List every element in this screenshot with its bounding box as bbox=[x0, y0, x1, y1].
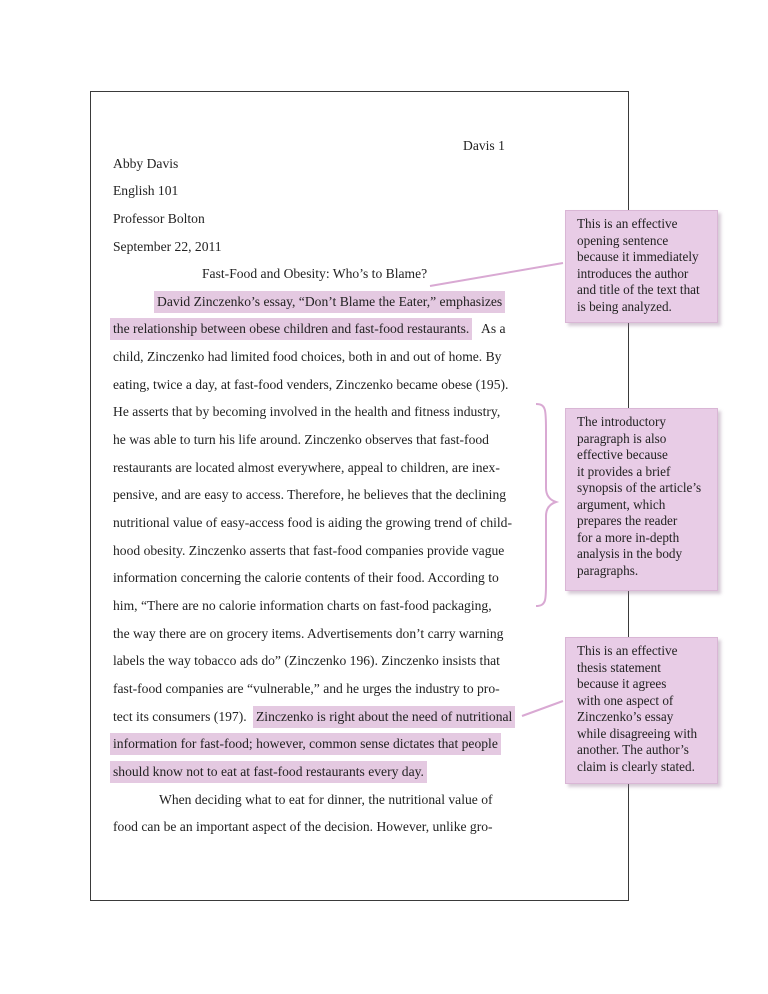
note-line: Zinczenko’s essay bbox=[577, 709, 674, 724]
note-line: it provides a brief bbox=[577, 463, 671, 479]
note-line: paragraph is also bbox=[577, 430, 667, 446]
body-line: nutritional value of easy-access food is aiding the growing trend of child- bbox=[113, 515, 513, 530]
bracket bbox=[536, 404, 556, 606]
note-line: another. The author’s bbox=[577, 742, 689, 757]
body-line: the relationship between obese children and fast-food restaurants. bbox=[113, 321, 470, 336]
body-line: the way there are on grocery items. Advertisements don’t carry warning bbox=[113, 626, 504, 641]
margin-note bbox=[565, 637, 718, 784]
body-line: pensive, and are easy to access. Therefore, he believes that the declining bbox=[113, 487, 507, 502]
margin-note bbox=[565, 210, 718, 323]
note-line: effective because bbox=[577, 447, 668, 462]
note-line: claim is clearly stated. bbox=[577, 758, 695, 774]
body-line: David Zinczenko’s essay, “Don’t Blame the Eater,” emphasizes bbox=[157, 294, 503, 309]
body-line: tect its consumers (197). bbox=[113, 709, 247, 724]
note-line: for a more in-depth bbox=[577, 529, 680, 545]
body-line: labels the way tobacco ads do” (Zinczenko 196). Zinczenko insists that bbox=[113, 653, 500, 668]
running-head: Davis 1 bbox=[463, 138, 505, 153]
note-line: argument, which bbox=[577, 496, 666, 512]
note-line: with one aspect of bbox=[577, 692, 674, 708]
margin-note bbox=[565, 408, 718, 591]
body-line: he was able to turn his life around. Zinczenko observes that fast-food bbox=[113, 432, 489, 447]
body-line: He asserts that by becoming involved in the health and fitness industry, bbox=[113, 404, 501, 419]
note-line: analysis in the body bbox=[577, 546, 683, 561]
note-line: because it agrees bbox=[577, 676, 667, 691]
note-line: This is an effective bbox=[577, 216, 678, 231]
note-line: because it immediately bbox=[577, 249, 699, 264]
course-name: English 101 bbox=[113, 183, 179, 198]
note-line: while disagreeing with bbox=[577, 725, 698, 741]
note-line: opening sentence bbox=[577, 232, 669, 248]
body-line: fast-food companies are “vulnerable,” and he urges the industry to pro- bbox=[113, 681, 500, 696]
essay-title: Fast-Food and Obesity: Who’s to Blame? bbox=[202, 266, 428, 281]
note-line: paragraphs. bbox=[577, 562, 639, 578]
body-line: hood obesity. Zinczenko asserts that fast-food companies provide vague bbox=[113, 543, 505, 558]
note-line: thesis statement bbox=[577, 659, 661, 675]
body-line: eating, twice a day, at fast-food venders, Zinczenko became obese (195). bbox=[113, 377, 509, 392]
body-line: As a bbox=[481, 321, 506, 336]
note-line: synopsis of the article’s bbox=[577, 480, 702, 495]
connector-line bbox=[430, 263, 563, 286]
body-line: him, “There are no calorie information charts on fast-food packaging, bbox=[113, 598, 492, 613]
thesis-line: should know not to eat at fast-food restaurants every day. bbox=[113, 764, 424, 779]
note-line: prepares the reader bbox=[577, 513, 678, 528]
note-line: is being analyzed. bbox=[577, 298, 672, 314]
body-line: restaurants are located almost everywhere, appeal to children, are inex- bbox=[113, 460, 500, 475]
thesis-line: Zinczenko is right about the need of nutritional bbox=[256, 709, 513, 724]
body-line: child, Zinczenko had limited food choices, both in and out of home. By bbox=[113, 349, 502, 364]
note-line: The introductory bbox=[577, 414, 666, 429]
note-line: introduces the author bbox=[577, 265, 689, 281]
author-name: Abby Davis bbox=[113, 156, 179, 171]
body-line: food can be an important aspect of the decision. However, unlike gro- bbox=[113, 819, 493, 834]
body-line: information concerning the calorie contents of their food. According to bbox=[113, 570, 499, 585]
essay-date: September 22, 2011 bbox=[113, 239, 222, 254]
professor-name: Professor Bolton bbox=[113, 211, 205, 226]
note-line: and title of the text that bbox=[577, 282, 700, 297]
thesis-line: information for fast-food; however, common sense dictates that people bbox=[113, 736, 498, 751]
connector-line bbox=[522, 701, 563, 716]
body-line: When deciding what to eat for dinner, the nutritional value of bbox=[159, 792, 493, 807]
note-line: This is an effective bbox=[577, 643, 678, 658]
